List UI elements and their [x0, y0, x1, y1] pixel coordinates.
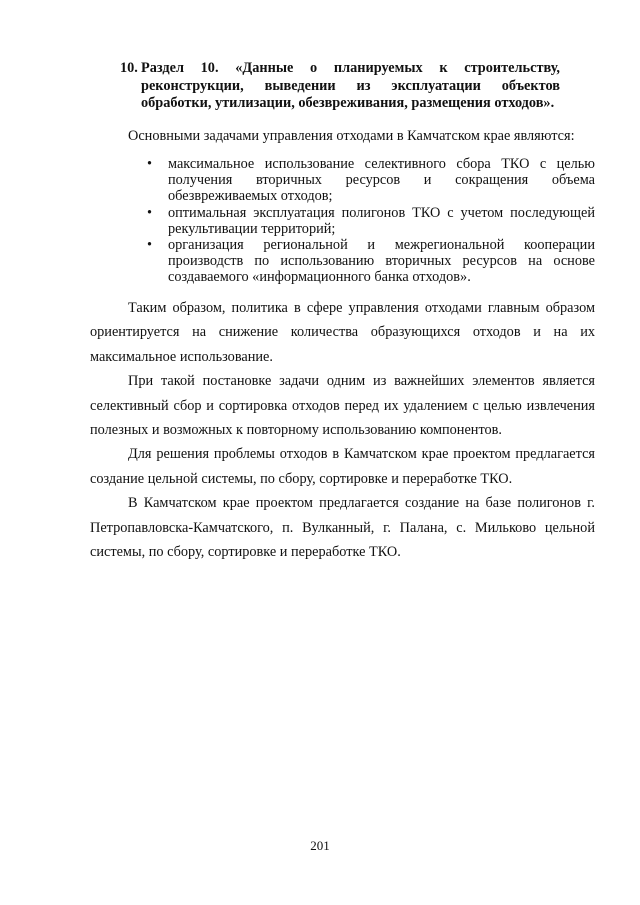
- section-heading: [120, 60, 560, 113]
- list-item: [145, 205, 595, 237]
- task-list: [145, 156, 595, 286]
- list-item: [145, 237, 595, 286]
- paragraph: При такой постановке задачи одним из важнейших элементов является селективный сбор и сортировка отходов перед их удалением с целью извлечения полезных и возможных к повторному использованию компонентов.: [90, 373, 595, 439]
- body-text: [90, 296, 595, 564]
- list-item-text: организация региональной и межрегиональной кооперации производств по использованию вторичных ресурсов на основе создаваемого «информационного банка отходов».: [168, 237, 595, 286]
- bullet-icon: •: [147, 204, 153, 221]
- page-number: 201: [310, 838, 330, 853]
- bullet-icon: •: [147, 237, 153, 254]
- paragraph: Таким образом, политика в сфере управления отходами главным образом ориентируется на снижение количества образующихся отходов и на их максимальное использование.: [90, 300, 595, 365]
- bullet-icon: •: [147, 156, 153, 172]
- paragraph: Для решения проблемы отходов в Камчатском крае проектом предлагается создание цельной системы, по сбору, сортировке и переработке ТКО.: [90, 446, 595, 487]
- section-title: Раздел 10. «Данные о планируемых к строительству, реконструкции, выведении из эксплуатации объектов обработки, утилизации, обезвреживания, размещения отходов».: [141, 60, 560, 111]
- list-item: [145, 156, 595, 205]
- intro-text: Основными задачами управления отходами в Камчатском крае являются:: [128, 128, 575, 144]
- list-item-text: оптимальная эксплуатация полигонов ТКО с учетом последующей рекультивации территорий;: [168, 204, 595, 237]
- paragraph: В Камчатском крае проектом предлагается создание на базе полигонов г. Петропавловска-Камчатского, п. Вулканный, г. Палана, с. Мильково цельной системы, по сбору, сортировке и переработке ТКО.: [90, 495, 595, 561]
- list-item-text: максимальное использование селективного сбора ТКО с целью получения вторичных ресурсов и сокращения объема обезвреживаемых отходов;: [168, 156, 595, 205]
- section-number: 10.: [120, 60, 138, 76]
